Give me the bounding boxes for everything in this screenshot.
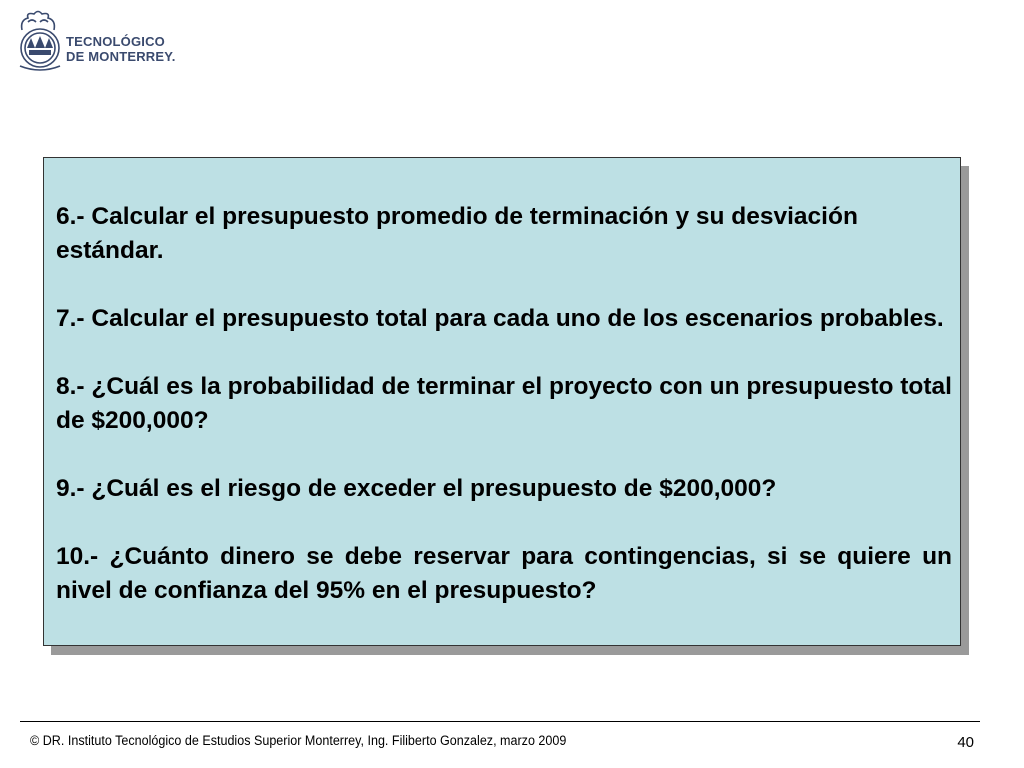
question-6: 6.- Calcular el presupuesto promedio de terminación y su desviación estándar. <box>56 203 858 264</box>
seal-icon <box>14 8 66 72</box>
question-10: 10.- ¿Cuánto dinero se debe reservar para contingencias, si se quiere un nivel de confianza del 95% en el presupuesto? <box>56 543 952 604</box>
question-7: 7.- Calcular el presupuesto total para cada uno de los escenarios probables. <box>56 305 944 332</box>
question-9: 9.- ¿Cuál es el riesgo de exceder el presupuesto de $200,000? <box>56 475 777 502</box>
questions-panel <box>43 157 961 646</box>
question-8: 8.- ¿Cuál es la probabilidad de terminar el proyecto con un presupuesto total de $200,000? <box>56 373 952 434</box>
logo-line-2: DE MONTERREY. <box>66 49 176 64</box>
page-number: 40 <box>957 734 974 751</box>
footer-copyright: © DR. Instituto Tecnológico de Estudios Superior Monterrey, Ing. Filiberto Gonzalez, marzo 2009 <box>30 733 567 748</box>
footer-divider <box>20 721 980 722</box>
logo-wordmark <box>66 34 176 64</box>
logo-line-1: TECNOLÓGICO <box>66 34 165 49</box>
institution-logo <box>14 8 184 72</box>
questions-list <box>56 200 952 608</box>
